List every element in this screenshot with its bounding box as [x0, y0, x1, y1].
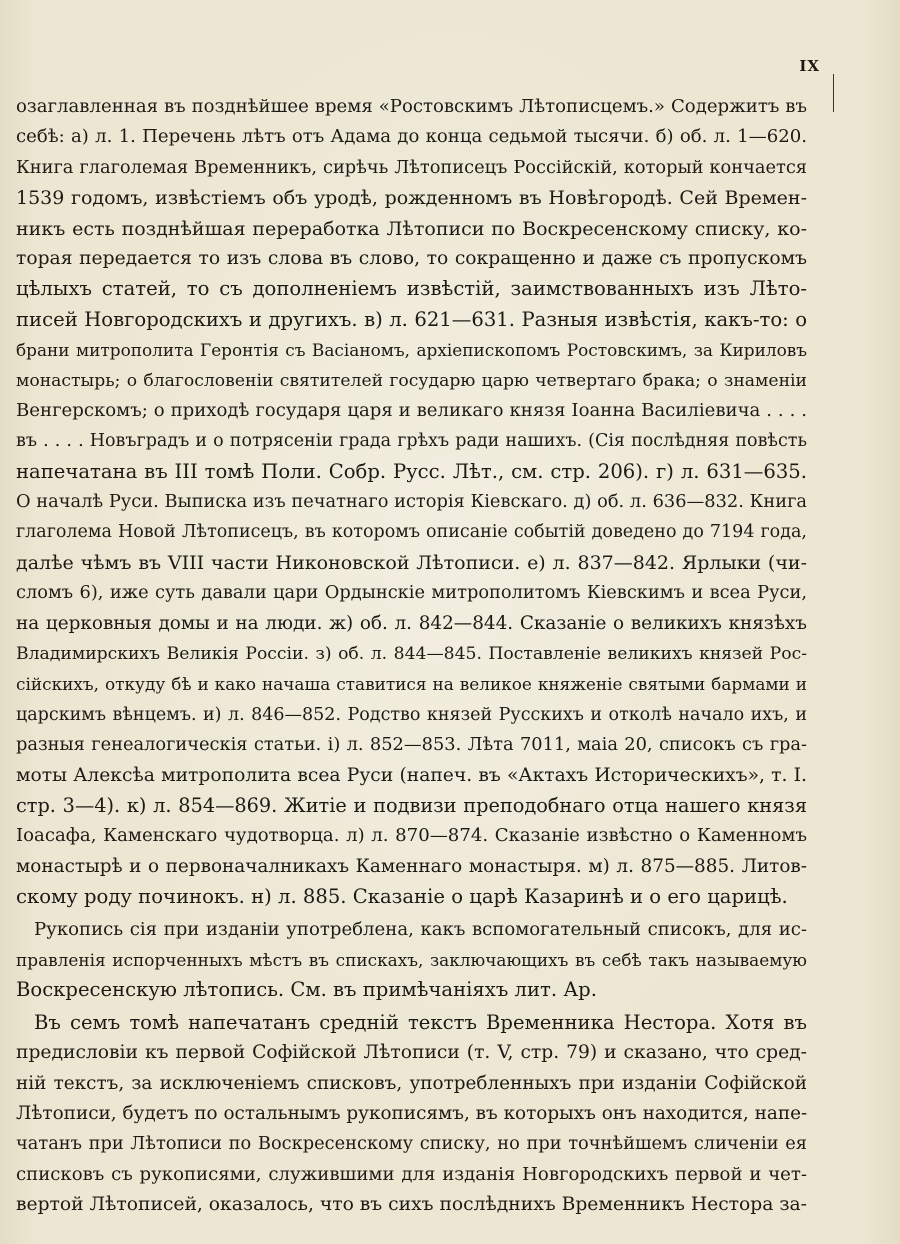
- text-line: озаглавленная въ позднѣйшее время «Ростовскимъ Лѣтописцемъ.» Содержитъ въ: [16, 96, 807, 117]
- text-line: предисловіи къ первой Софійской Лѣтописи (т. V, стр. 79) и сказано, что сред-: [16, 1042, 807, 1064]
- text-line: Книга глаголемая Временникъ, сирѣчь Лѣтописецъ Россійскій, который кончается: [16, 156, 807, 178]
- text-line: писей Новгородскихъ и другихъ. в) л. 621—631. Разныя извѣстія, какъ-то: о: [16, 307, 807, 331]
- text-line: вертой Лѣтописей, оказалось, что въ сихъ послѣднихъ Временникъ Нестора за-: [16, 1194, 807, 1216]
- text-line: Рукопись сія при изданіи употреблена, какъ вспомогательный списокъ, для ис-: [34, 918, 807, 940]
- text-line: монастырь; о благословеніи святителей государю царю четвертаго брака; о знаменіи: [16, 370, 807, 391]
- text-line: напечатана въ III томѣ Поли. Собр. Русс. Лѣт., см. стр. 206). г) л. 631—635.: [16, 459, 807, 483]
- text-line: Въ семъ томѣ напечатанъ средній текстъ Временника Нестора. Хотя въ: [34, 1010, 807, 1034]
- text-line: далѣе чѣмъ въ VIII части Никоновской Лѣтописи. е) л. 837—842. Ярлыки (чи-: [16, 551, 807, 574]
- text-line: царскимъ вѣнцемъ. и) л. 846—852. Родство князей Русскихъ и отколѣ начало ихъ, и: [16, 704, 807, 725]
- text-line: никъ есть позднѣйшая переработка Лѣтописи по Воскресенскому списку, ко-: [16, 217, 807, 240]
- page-number: IX: [799, 57, 820, 75]
- paragraph-nestor-text: [16, 1008, 807, 1221]
- text-line: Владимирскихъ Великія Россіи. з) об. л. 844—845. Поставленіе великихъ князей Рос-: [16, 644, 807, 665]
- text-line: торая передается то изъ слова въ слово, то сокращенно и даже съ пропускомъ: [16, 247, 807, 269]
- text-line: разныя генеалогическія статьи. і) л. 852—853. Лѣта 7011, маіа 20, списокъ съ гра-: [16, 734, 807, 756]
- text-line: себѣ: а) л. 1. Перечень лѣтъ отъ Адама до конца седьмой тысячи. б) об. л. 1—620.: [16, 126, 807, 148]
- text-line: на церковныя домы и на люди. ж) об. л. 842—844. Сказаніе о великихъ князѣхъ: [16, 612, 807, 634]
- text-line: сломъ 6), иже суть давали цари Ордынскіе митрополитомъ Кіевскимъ и всеа Руси,: [16, 582, 807, 604]
- text-line: правленія испорченныхъ мѣстъ въ спискахъ, заключающихъ въ себѣ такъ называемую: [16, 949, 807, 970]
- text-line: монастырѣ и о первоначалникахъ Каменнаго монастыря. м) л. 875—885. Литов-: [16, 855, 807, 877]
- text-line: Венгерскомъ; о приходѣ государя царя и великаго князя Іоанна Василіевича . . . .: [16, 399, 807, 421]
- text-line: чатанъ при Лѣтописи по Воскресенскому списку, но при точнѣйшемъ сличеніи ея: [16, 1133, 807, 1155]
- text-line: О началѣ Руси. Выписка изъ печатнаго исторія Кіевскаго. д) об. л. 636—832. Книга: [16, 491, 807, 513]
- text-line: Воскресенскую лѣтопись. См. въ примѣчаніяхъ лит. Ар.: [16, 978, 597, 1002]
- text-line: сійскихъ, откуду бѣ и како начаша ставитися на великое княженіе святыми бармами и: [16, 674, 807, 695]
- text-line: Іоасафа, Каменскаго чудотворца. л) л. 870—874. Сказаніе извѣстно о Каменномъ: [16, 825, 807, 847]
- text-line: скому роду починокъ. н) л. 885. Сказаніе о царѣ Казаринѣ и о его царицѣ.: [16, 885, 788, 909]
- body-text: [16, 92, 807, 1220]
- text-line: глаголема Новой Лѣтописецъ, въ которомъ описаніе событій доведено до 7194 года,: [16, 522, 807, 543]
- text-line: брани митрополита Геронтія съ Васіаномъ, архіепископомъ Ростовскимъ, за Кириловъ: [16, 340, 807, 361]
- paragraph-manuscript-contents: [16, 92, 807, 913]
- margin-rule: [833, 74, 834, 112]
- text-line: въ . . . . Новъградъ и о потрясеніи града грѣхъ ради нашихъ. (Сія послѣдняя повѣсть: [16, 431, 807, 452]
- text-line: 1539 годомъ, извѣстіемъ объ уродѣ, рожденномъ въ Новѣгородѣ. Сей Времен-: [16, 187, 807, 210]
- text-line: списковъ съ рукописями, служившими для изданія Новгородскихъ первой и чет-: [16, 1163, 807, 1185]
- text-line: Лѣтописи, будетъ по остальнымъ рукописямъ, въ которыхъ онъ находится, напе-: [16, 1102, 807, 1124]
- text-line: цѣлыхъ статей, то съ дополненіемъ извѣстій, заимствованныхъ изъ Лѣто-: [16, 277, 807, 301]
- text-line: моты Алексѣа митрополита всеа Руси (напеч. въ «Актахъ Историческихъ», т. I.: [16, 764, 807, 786]
- text-line: ній текстъ, за исключеніемъ списковъ, употребленныхъ при изданіи Софійской: [16, 1072, 807, 1094]
- paragraph-usage-note: [16, 915, 807, 1006]
- text-line: стр. 3—4). к) л. 854—869. Житіе и подвизи преподобнаго отца нашего князя: [16, 793, 807, 817]
